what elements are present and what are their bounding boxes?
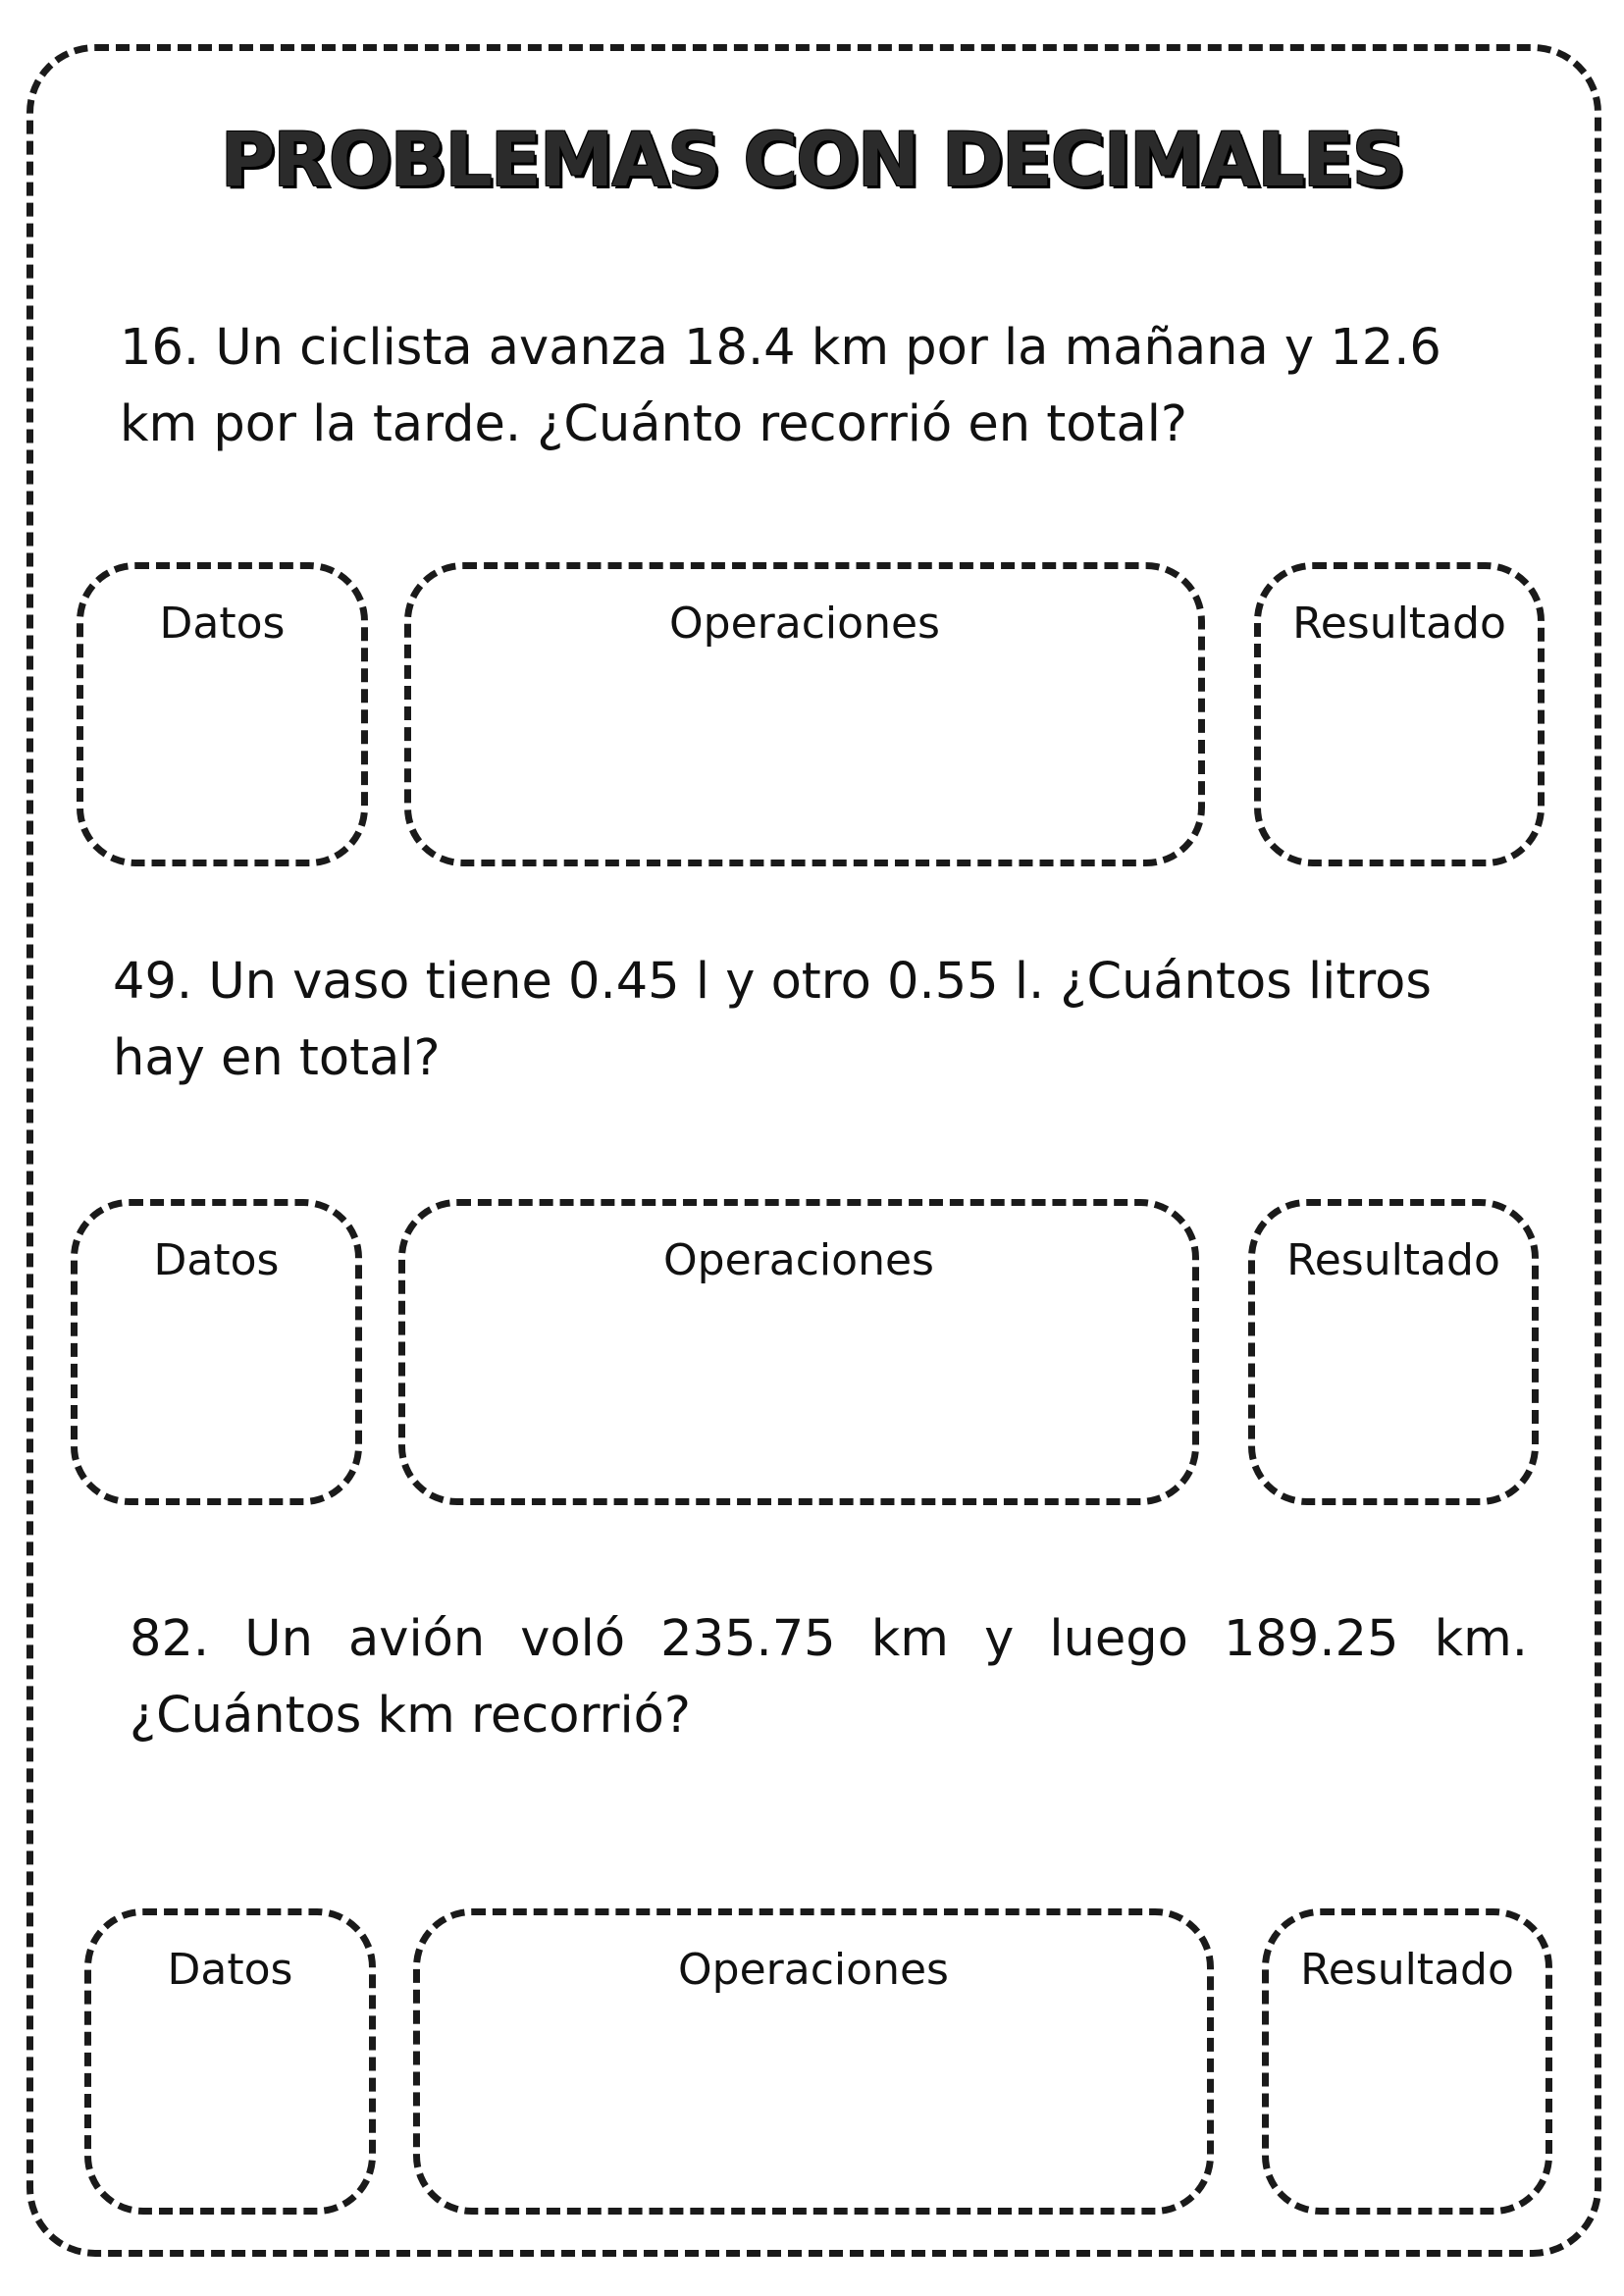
problem-1-datos-label: Datos xyxy=(159,599,286,649)
problem-1-operaciones-label: Operaciones xyxy=(669,599,940,649)
problem-2-datos-box[interactable] xyxy=(71,1199,362,1505)
page-title: PROBLEMAS CON DECIMALES xyxy=(220,116,1404,203)
problem-2-text: 49. Un vaso tiene 0.45 l y otro 0.55 l. ¿Cuántos litros hay en total? xyxy=(113,953,1432,1087)
problem-3-datos-box[interactable] xyxy=(84,1908,376,2215)
problem-1-resultado-label: Resultado xyxy=(1292,599,1506,649)
problem-3-operaciones-label: Operaciones xyxy=(678,1945,949,1995)
problem-3-datos-label: Datos xyxy=(167,1945,293,1995)
problem-2-datos-label: Datos xyxy=(153,1235,280,1285)
problem-1-operaciones-box[interactable] xyxy=(404,562,1205,866)
problem-3-resultado-box[interactable] xyxy=(1262,1908,1552,2215)
problem-2-operaciones-box[interactable] xyxy=(398,1199,1199,1505)
problem-3-resultado-label: Resultado xyxy=(1300,1945,1514,1995)
problem-1-datos-box[interactable] xyxy=(77,562,368,866)
problem-3-operaciones-box[interactable] xyxy=(413,1908,1214,2215)
problem-3-text: 82. Un avión voló 235.75 km y luego 189.25 km. ¿Cuántos km recorrió? xyxy=(130,1610,1528,1745)
problem-2-operaciones-label: Operaciones xyxy=(663,1235,934,1285)
problem-2-resultado-box[interactable] xyxy=(1248,1199,1539,1505)
problem-1-resultado-box[interactable] xyxy=(1254,562,1545,866)
problem-1-text: 16. Un ciclista avanza 18.4 km por la mañana y 12.6 km por la tarde. ¿Cuánto recorrió en total? xyxy=(120,319,1441,453)
problem-2-resultado-label: Resultado xyxy=(1286,1235,1500,1285)
